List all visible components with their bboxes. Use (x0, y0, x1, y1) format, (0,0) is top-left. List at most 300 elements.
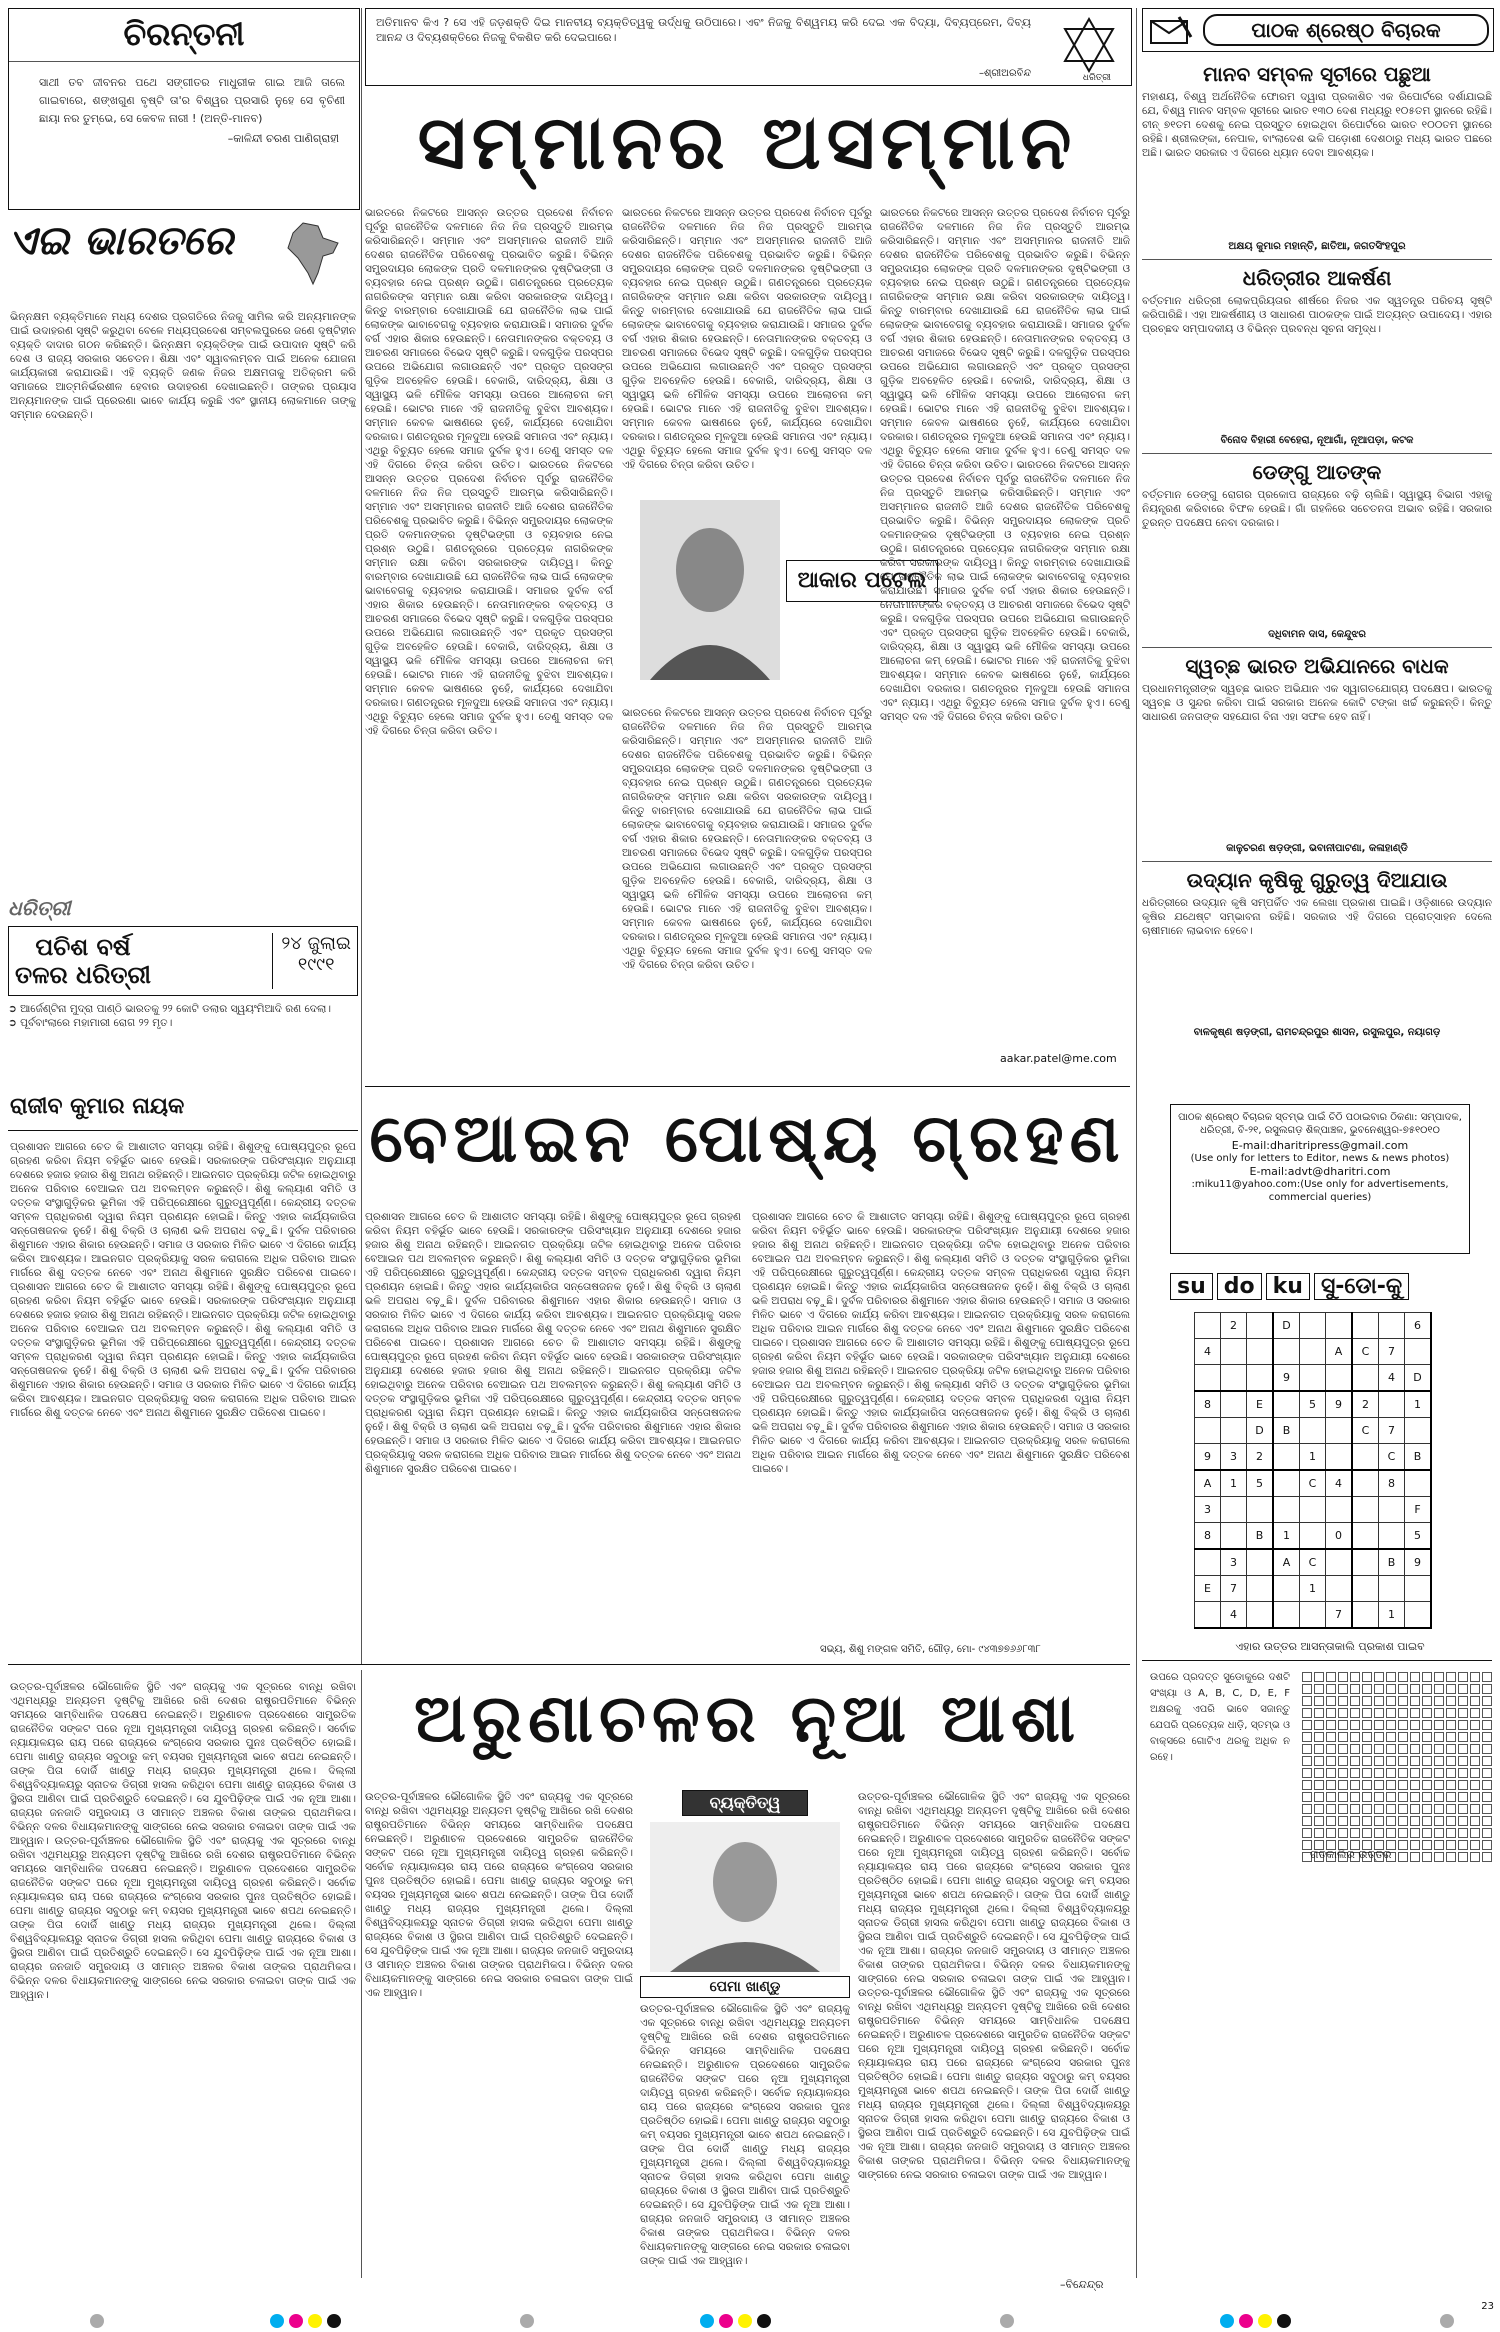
sudoku-cell (1352, 1365, 1379, 1392)
answer-cell (1314, 1756, 1324, 1766)
sudoku-cell: E (1195, 1576, 1221, 1602)
answer-cell (1482, 1852, 1492, 1862)
answer-cell (1458, 1816, 1468, 1826)
arunachal-col2b: ଉତ୍ତର-ପୂର୍ବାଞ୍ଚଳର ଭୌଗୋଳିକ ସ୍ଥିତି ଏବଂ ରାଜ୍ୟକୁ ଏକ ସୂତ୍ରରେ ବାନ୍ଧି ରଖିବା ଏଥିମଧ୍ୟରୁ ଅନ୍ୟତମ ଦୃଷ୍ଟିକୁ ଆଖିରେ ରଖି ଦେଶର ରାଷ୍ଟ୍ରପତିମାନେ ବିଭିନ୍ନ ସମୟରେ ସାମ୍ବିଧାନିକ ପଦକ୍ଷେପ ନେଇଛନ୍ତି। ଅରୁଣାଚଳ ପ୍ରଦେଶରେ ସାମ୍ପ୍ରତିକ ରାଜନୈତିକ ସଙ୍କଟ ପରେ ନୂଆ ମୁଖ୍ୟମନ୍ତ୍ରୀ ଦାୟିତ୍ୱ ଗ୍ରହଣ କରିଛନ୍ତି। ସର୍ବୋଚ୍ଚ ନ୍ୟାୟାଳୟର ରାୟ ପରେ ରାଜ୍ୟରେ କଂଗ୍ରେସ ସରକାର ପୁନଃ ପ୍ରତିଷ୍ଠିତ ହୋଇଛି। ପେମା ଖାଣ୍ଡୁ ରାଜ୍ୟର ସବୁଠାରୁ କମ୍ ବୟସର ମୁଖ୍ୟମନ୍ତ୍ରୀ ଭାବେ ଶପଥ ନେଇଛନ୍ତି। ତାଙ୍କ ପିତା ଦୋର୍ଜି ଖାଣ୍ଡୁ ମଧ୍ୟ ରାଜ୍ୟର ମୁଖ୍ୟମନ୍ତ୍ରୀ ଥିଲେ। ଦିଲ୍ଲୀ ବିଶ୍ୱବିଦ୍ୟାଳୟରୁ ସ୍ନାତକ ଡିଗ୍ରୀ ହାସଲ କରିଥିବା ପେମା ଖାଣ୍ଡୁ ରାଜ୍ୟରେ ବିକାଶ ଓ ସ୍ଥିରତା ଆଣିବା ପାଇଁ ପ୍ରତିଶ୍ରୁତି ଦେଇଛନ୍ତି। ସେ ଯୁବପିଢ଼ିଙ୍କ ପାଇଁ ଏକ ନୂଆ ଆଶା। ରାଜ୍ୟର ଜନଜାତି ସମ୍ପ୍ରଦାୟ ଓ ସୀମାନ୍ତ ଅଞ୍ଚଳର ବିକାଶ ତାଙ୍କର ପ୍ରାଥମିକତା। ବିଭିନ୍ନ ଦଳର ବିଧାୟକମାନଙ୍କୁ ସାଙ୍ଗରେ ନେଇ ସରକାର ଚଳାଇବା ତାଙ୍କ ପାଇଁ ଏକ ଆହ୍ୱାନ। (640, 2003, 850, 2267)
ei-bharatare-title: ଏଇ ଭାରତରେ (8, 218, 234, 264)
sudoku-title-su: su (1170, 1273, 1213, 1300)
answer-cell (1410, 1852, 1420, 1862)
answer-cell (1470, 1804, 1480, 1814)
sudoku-cell: 1 (1273, 1523, 1300, 1550)
answer-cell (1470, 1852, 1480, 1862)
answer-cell (1338, 1804, 1348, 1814)
sudoku-cell (1405, 1576, 1432, 1602)
answer-cell (1434, 1732, 1444, 1742)
answer-cell (1422, 1828, 1432, 1838)
sudoku-cell (1247, 1365, 1274, 1392)
letter-title-4: ସ୍ୱଚ୍ଛ ଭାରତ ଅଭିଯାନରେ ବାଧକ (1185, 654, 1449, 678)
answer-cell (1398, 1720, 1408, 1730)
answer-cell (1386, 1720, 1396, 1730)
sudoku-cell: D (1273, 1313, 1300, 1339)
sudoku-cell: 1 (1221, 1470, 1247, 1497)
answer-cell (1374, 1804, 1384, 1814)
sudoku-footer: ଏହାର ଉତ୍ତର ଆସନ୍ତାକାଲି ପ୍ରକାଶ ପାଇବ (1235, 1640, 1425, 1653)
answer-cell (1470, 1708, 1480, 1718)
reader-header (1142, 8, 1494, 52)
answer-cell (1434, 1696, 1444, 1706)
answer-cell (1314, 1792, 1324, 1802)
answer-cell (1374, 1720, 1384, 1730)
sudoku-cell (1195, 1313, 1221, 1339)
sudoku-cell (1300, 1418, 1326, 1444)
letter-body-4: ପ୍ରଧାନମନ୍ତ୍ରୀଙ୍କ ସ୍ୱଚ୍ଛ ଭାରତ ଅଭିଯାନ ଏକ ସ୍ୱାଗତଯୋଗ୍ୟ ପଦକ୍ଷେପ। ଭାରତକୁ ସ୍ୱଚ୍ଛ ଓ ସୁନ୍ଦର କରିବା ପାଇଁ ସରକାର ଅନେକ କୋଟି ଟଙ୍କା ଖର୍ଚ୍ଚ କରୁଛନ୍ତି। କିନ୍ତୁ ସାଧାରଣ ଜନତାଙ୍କ ସହଯୋଗ ବିନା ଏହା ସଫଳ ହେବ ନାହିଁ। (1142, 683, 1492, 723)
answer-cell (1314, 1672, 1324, 1682)
answer-cell (1362, 1744, 1372, 1754)
answer-cell (1338, 1756, 1348, 1766)
author-label: ଆକାର ପଟେଲ (786, 560, 938, 602)
answer-cell (1482, 1816, 1492, 1826)
sudoku-cell: 7 (1221, 1576, 1247, 1602)
answer-cell (1398, 1744, 1408, 1754)
answer-cell (1470, 1744, 1480, 1754)
answer-cell (1446, 1780, 1456, 1790)
answer-cell (1338, 1696, 1348, 1706)
sudoku-cell: 1 (1405, 1391, 1432, 1418)
sudoku-cell: C (1352, 1339, 1379, 1365)
contact-box (1170, 1104, 1470, 1254)
sudoku-rules: ଉପରେ ପ୍ରଦତ୍ତ ସୁଡୋକୁରେ ଦଶଟି ସଂଖ୍ୟା ଓ A, B, C, D, E, F ଅକ୍ଷରକୁ ଏପରି ଭାବେ ସଜାନ୍ତୁ ଯେପରି ପ୍ରତ୍ୟେକ ଧାଡ଼ି, ସ୍ତମ୍ଭ ଓ ବାକ୍ସରେ ଗୋଟିଏ ଥରକୁ ଅଧିକ ନ ରହେ। (1150, 1672, 1290, 1763)
sudoku-cell (1195, 1602, 1221, 1629)
sudoku-cell: 1 (1300, 1576, 1326, 1602)
sudoku-cell (1352, 1549, 1379, 1576)
answer-cell (1374, 1708, 1384, 1718)
sudoku-cell (1247, 1549, 1274, 1576)
answer-cell (1338, 1780, 1348, 1790)
main-article-col1: ଭାରତରେ ନିକଟରେ ଆସନ୍ନ ଉତ୍ତର ପ୍ରଦେଶ ନିର୍ବାଚନ ପୂର୍ବରୁ ରାଜନୈତିକ ଦଳମାନେ ନିଜ ନିଜ ପ୍ରସ୍ତୁତି ଆରମ୍ଭ କରିସାରିଛନ୍ତି। ସମ୍ମାନ ଏବଂ ଅସମ୍ମାନର ରାଜନୀତି ଆଜି ଦେଶର ରାଜନୈତିକ ପରିବେଶକୁ ପ୍ରଭାବିତ କରୁଛି। ବିଭିନ୍ନ ସମ୍ପ୍ରଦାୟର ଲୋକଙ୍କ ପ୍ରତି ଦଳମାନଙ୍କର ଦୃଷ୍ଟିଭଙ୍ଗୀ ଓ ବ୍ୟବହାର ନେଇ ପ୍ରଶ୍ନ ଉଠୁଛି। ଗଣତନ୍ତ୍ରରେ ପ୍ରତ୍ୟେକ ନାଗରିକଙ୍କ ସମ୍ମାନ ରକ୍ଷା କରିବା ସରକାରଙ୍କ ଦାୟିତ୍ୱ। କିନ୍ତୁ ବାରମ୍ବାର ଦେଖାଯାଉଛି ଯେ ରାଜନୈତିକ ଲାଭ ପାଇଁ ଲୋକଙ୍କ ଭାବାବେଗକୁ ବ୍ୟବହାର କରାଯାଉଛି। ସମାଜର ଦୁର୍ବଳ ବର୍ଗ ଏହାର ଶିକାର ହେଉଛନ୍ତି। ନେତାମାନଙ୍କର ବକ୍ତବ୍ୟ ଓ ଆଚରଣ ସମାଜରେ ବିଭେଦ ସୃଷ୍ଟି କରୁଛି। ଦଳଗୁଡ଼ିକ ପରସ୍ପର ଉପରେ ଅଭିଯୋଗ ଲଗାଉଛନ୍ତି ଏବଂ ପ୍ରକୃତ ପ୍ରସଙ୍ଗ ଗୁଡ଼ିକ ଅବହେଳିତ ହେଉଛି। ବେକାରି, ଦାରିଦ୍ର୍ୟ, ଶିକ୍ଷା ଓ ସ୍ୱାସ୍ଥ୍ୟ ଭଳି ମୌଳିକ ସମସ୍ୟା ଉପରେ ଆଲୋଚନା କମ୍ ହେଉଛି। ଭୋଟର ମାନେ ଏହି ରାଜନୀତିକୁ ବୁଝିବା ଆବଶ୍ୟକ। ସମ୍ମାନ କେବଳ ଭାଷଣରେ ନୁହେଁ, କାର୍ଯ୍ୟରେ ଦେଖାଯିବା ଦରକାର। ଗଣତନ୍ତ୍ରର ମୂଳଦୁଆ ହେଉଛି ସମାନତା ଏବଂ ନ୍ୟାୟ। ଏଥିରୁ ବିଚ୍ୟୁତ ହେଲେ ସମାଜ ଦୁର୍ବଳ ହୁଏ। ତେଣୁ ସମସ୍ତ ଦଳ ଏହି ଦିଗରେ ଚିନ୍ତା କରିବା ଉଚିତ। ଭାରତରେ ନିକଟରେ ଆସନ୍ନ ଉତ୍ତର ପ୍ରଦେଶ ନିର୍ବାଚନ ପୂର୍ବରୁ ରାଜନୈତିକ ଦଳମାନେ ନିଜ ନିଜ ପ୍ରସ୍ତୁତି ଆରମ୍ଭ କରିସାରିଛନ୍ତି। ସମ୍ମାନ ଏବଂ ଅସମ୍ମାନର ରାଜନୀତି ଆଜି ଦେଶର ରାଜନୈତିକ ପରିବେଶକୁ ପ୍ରଭାବିତ କରୁଛି। ବିଭିନ୍ନ ସମ୍ପ୍ରଦାୟର ଲୋକଙ୍କ ପ୍ରତି ଦଳମାନଙ୍କର ଦୃଷ୍ଟିଭଙ୍ଗୀ ଓ ବ୍ୟବହାର ନେଇ ପ୍ରଶ୍ନ ଉଠୁଛି। ଗଣତନ୍ତ୍ରରେ ପ୍ରତ୍ୟେକ ନାଗରିକଙ୍କ ସମ୍ମାନ ରକ୍ଷା କରିବା ସରକାରଙ୍କ ଦାୟିତ୍ୱ। କିନ୍ତୁ ବାରମ୍ବାର ଦେଖାଯାଉଛି ଯେ ରାଜନୈତିକ ଲାଭ ପାଇଁ ଲୋକଙ୍କ ଭାବାବେଗକୁ ବ୍ୟବହାର କରାଯାଉଛି। ସମାଜର ଦୁର୍ବଳ ବର୍ଗ ଏହାର ଶିକାର ହେଉଛନ୍ତି। ନେତାମାନଙ୍କର ବକ୍ତବ୍ୟ ଓ ଆଚରଣ ସମାଜରେ ବିଭେଦ ସୃଷ୍ଟି କରୁଛି। ଦଳଗୁଡ଼ିକ ପରସ୍ପର ଉପରେ ଅଭିଯୋଗ ଲଗାଉଛନ୍ତି ଏବଂ ପ୍ରକୃତ ପ୍ରସଙ୍ଗ ଗୁଡ଼ିକ ଅବହେଳିତ ହେଉଛି। ବେକାରି, ଦାରିଦ୍ର୍ୟ, ଶିକ୍ଷା ଓ ସ୍ୱାସ୍ଥ୍ୟ ଭଳି ମୌଳିକ ସମସ୍ୟା ଉପରେ ଆଲୋଚନା କମ୍ ହେଉଛି। ଭୋଟର ମାନେ ଏହି ରାଜନୀତିକୁ ବୁଝିବା ଆବଶ୍ୟକ। ସମ୍ମାନ କେବଳ ଭାଷଣରେ ନୁହେଁ, କାର୍ଯ୍ୟରେ ଦେଖାଯିବା ଦରକାର। ଗଣତନ୍ତ୍ରର ମୂଳଦୁଆ ହେଉଛି ସମାନତା ଏବଂ ନ୍ୟାୟ। ଏଥିରୁ ବିଚ୍ୟୁତ ହେଲେ ସମାଜ ଦୁର୍ବଳ ହୁଏ। ତେଣୁ ସମସ୍ତ ଦଳ ଏହି ଦିଗରେ ଚିନ୍ତା କରିବା ଉଚିତ। (365, 207, 613, 737)
answer-cell (1338, 1672, 1348, 1682)
answer-cell (1458, 1756, 1468, 1766)
sudoku-cell (1326, 1444, 1353, 1471)
answer-cell (1398, 1804, 1408, 1814)
sudoku-cell: B (1273, 1418, 1300, 1444)
sudoku-cell (1405, 1339, 1432, 1365)
answer-cell (1302, 1804, 1312, 1814)
sudoku-cell (1195, 1418, 1221, 1444)
sudoku-cell (1273, 1339, 1300, 1365)
answer-cell (1338, 1768, 1348, 1778)
answer-cell (1326, 1744, 1336, 1754)
answer-cell (1350, 1732, 1360, 1742)
answer-cell (1302, 1672, 1312, 1682)
answer-cell (1470, 1816, 1480, 1826)
registration-marks-1 (90, 2314, 104, 2328)
pachisa-date1: ୨୪ ଜୁଲାଇ (281, 933, 351, 954)
answer-cell (1398, 1696, 1408, 1706)
answer-cell (1338, 1732, 1348, 1742)
answer-cell (1434, 1684, 1444, 1694)
contact-email-3[interactable]: :miku11@yahoo.com:(Use only for advertisements, commercial queries) (1191, 1179, 1449, 1203)
sudoku-cell: C (1300, 1549, 1326, 1576)
sudoku-cell: 8 (1379, 1470, 1405, 1497)
letter-body-2: ବର୍ତ୍ତମାନ ଧରିତ୍ରୀ ଲୋକପ୍ରିୟତାର ଶୀର୍ଷରେ ନିଜର ଏକ ସ୍ୱତନ୍ତ୍ର ପରିଚୟ ସୃଷ୍ଟି କରିପାରିଛି। ଏହା ଆକର୍ଷଣୀୟ ଓ ସାଧାରଣ ପାଠକଙ୍କ ପାଇଁ ଅତ୍ୟନ୍ତ ଉପାଦେୟ। ଏହାର ପ୍ରଚ୍ଛଦ ସମ୍ପାଦକୀୟ ଓ ବିଭିନ୍ନ ପ୍ରବନ୍ଧ ସୂଚନା ସମୃଦ୍ଧ। (1142, 295, 1492, 335)
sudoku-cell: D (1247, 1418, 1274, 1444)
answer-cell (1422, 1696, 1432, 1706)
answer-cell (1446, 1672, 1456, 1682)
answer-cell (1398, 1684, 1408, 1694)
sudoku-title (1170, 1266, 1490, 1306)
answer-cell (1398, 1792, 1408, 1802)
answer-cell (1470, 1792, 1480, 1802)
sudoku-cell: 4 (1379, 1365, 1405, 1392)
answer-cell (1470, 1768, 1480, 1778)
answer-cell (1470, 1720, 1480, 1730)
pachisa-line2: ତଳର ଧରିତ୍ରୀ (15, 961, 151, 989)
answer-cell (1398, 1840, 1408, 1850)
sudoku-cell: 2 (1352, 1391, 1379, 1418)
adoption-col2: ପ୍ରଶାସନ ଆଗରେ ଚେତ କି ଆଶାତୀତ ସମସ୍ୟା ରହିଛି। ଶିଶୁଙ୍କୁ ପୋଷ୍ୟପୁତ୍ର ରୂପେ ଗ୍ରହଣ କରିବା ନିୟମ ବହିର୍ଭୂତ ଭାବେ ହେଉଛି। ସରକାରଙ୍କ ପରିସଂଖ୍ୟାନ ଅନୁଯାୟୀ ଦେଶରେ ହଜାର ହଜାର ଶିଶୁ ଅନାଥ ରହିଛନ୍ତି। ଆଇନଗତ ପ୍ରକ୍ରିୟା ଜଟିଳ ହୋଇଥିବାରୁ ଅନେକ ପରିବାର ବେଆଇନ ପଥ ଅବଲମ୍ବନ କରୁଛନ୍ତି। ଶିଶୁ କଲ୍ୟାଣ ସମିତି ଓ ଦତ୍ତକ ସଂସ୍ଥାଗୁଡ଼ିକର ଭୂମିକା ଏହି ପରିପ୍ରେକ୍ଷୀରେ ଗୁରୁତ୍ୱପୂର୍ଣ୍ଣ। କେନ୍ଦ୍ରୀୟ ଦତ୍ତକ ସମ୍ବଳ ପ୍ରାଧିକରଣ ଦ୍ୱାରା ନିୟମ ପ୍ରଣୟନ ହୋଇଛି। କିନ୍ତୁ ଏହାର କାର୍ଯ୍ୟକାରିତା ସନ୍ତୋଷଜନକ ନୁହେଁ। ଶିଶୁ ବିକ୍ରି ଓ ଚାଲାଣ ଭଳି ଅପରାଧ ବଢ଼ୁଛି। ଦୁର୍ବଳ ପରିବାରର ଶିଶୁମାନେ ଏହାର ଶିକାର ହେଉଛନ୍ତି। ସମାଜ ଓ ସରକାର ମିଳିତ ଭାବେ ଏ ଦିଗରେ କାର୍ଯ୍ୟ କରିବା ଆବଶ୍ୟକ। ଆଇନଗତ ପ୍ରକ୍ରିୟାକୁ ସରଳ କରାଗଲେ ଅଧିକ ପରିବାର ଆଇନ ମାର୍ଗରେ ଶିଶୁ ଦତ୍ତକ ନେବେ ଏବଂ ଅନାଥ ଶିଶୁମାନେ ସୁରକ୍ଷିତ ପରିବେଶ ପାଇବେ। ପ୍ରଶାସନ ଆଗରେ ଚେତ କି ଆଶାତୀତ ସମସ୍ୟା ରହିଛି। ଶିଶୁଙ୍କୁ ପୋଷ୍ୟପୁତ୍ର ରୂପେ ଗ୍ରହଣ କରିବା ନିୟମ ବହିର୍ଭୂତ ଭାବେ ହେଉଛି। ସରକାରଙ୍କ ପରିସଂଖ୍ୟାନ ଅନୁଯାୟୀ ଦେଶରେ ହଜାର ହଜାର ଶିଶୁ ଅନାଥ ରହିଛନ୍ତି। ଆଇନଗତ ପ୍ରକ୍ରିୟା ଜଟିଳ ହୋଇଥିବାରୁ ଅନେକ ପରିବାର ବେଆଇନ ପଥ ଅବଲମ୍ବନ କରୁଛନ୍ତି। ଶିଶୁ କଲ୍ୟାଣ ସମିତି ଓ ଦତ୍ତକ ସଂସ୍ଥାଗୁଡ଼ିକର ଭୂମିକା ଏହି ପରିପ୍ରେକ୍ଷୀରେ ଗୁରୁତ୍ୱପୂର୍ଣ୍ଣ। କେନ୍ଦ୍ରୀୟ ଦତ୍ତକ ସମ୍ବଳ ପ୍ରାଧିକରଣ ଦ୍ୱାରା ନିୟମ ପ୍ରଣୟନ ହୋଇଛି। କିନ୍ତୁ ଏହାର କାର୍ଯ୍ୟକାରିତା ସନ୍ତୋଷଜନକ ନୁହେଁ। ଶିଶୁ ବିକ୍ରି ଓ ଚାଲାଣ ଭଳି ଅପରାଧ ବଢ଼ୁଛି। ଦୁର୍ବଳ ପରିବାରର ଶିଶୁମାନେ ଏହାର ଶିକାର ହେଉଛନ୍ତି। ସମାଜ ଓ ସରକାର ମିଳିତ ଭାବେ ଏ ଦିଗରେ କାର୍ଯ୍ୟ କରିବା ଆବଶ୍ୟକ। ଆଇନଗତ ପ୍ରକ୍ରିୟାକୁ ସରଳ କରାଗଲେ ଅଧିକ ପରିବାର ଆଇନ ମାର୍ଗରେ ଶିଶୁ ଦତ୍ତକ ନେବେ ଏବଂ ଅନାଥ ଶିଶୁମାନେ ସୁରକ୍ଷିତ ପରିବେଶ ପାଇବେ। (365, 1211, 741, 1475)
contact-email-1[interactable]: E-mail:dharitripress@gmail.com (1231, 1139, 1409, 1152)
answer-cell (1470, 1840, 1480, 1850)
sudoku-cell: 3 (1221, 1549, 1247, 1576)
answer-cell (1482, 1780, 1492, 1790)
sudoku-cell (1300, 1313, 1326, 1339)
answer-cell (1434, 1720, 1444, 1730)
sudoku-cell (1379, 1523, 1405, 1550)
answer-cell (1434, 1744, 1444, 1754)
vyaktitva-block (640, 1790, 850, 2280)
reader-letters (1142, 58, 1492, 1098)
rajiv-author: ରାଜୀବ କୁମାର ନାୟକ (10, 1094, 185, 1119)
answer-cell (1350, 1792, 1360, 1802)
answer-cell (1422, 1840, 1432, 1850)
answer-cell (1458, 1708, 1468, 1718)
sudoku-cell (1352, 1497, 1379, 1523)
answer-cell (1470, 1672, 1480, 1682)
answer-cell (1410, 1840, 1420, 1850)
sudoku-cell (1247, 1497, 1274, 1523)
answer-cell (1302, 1708, 1312, 1718)
answer-cell (1434, 1708, 1444, 1718)
reader-header-title: ପାଠକ ଶ୍ରେଷ୍ଠ ବିଚାରକ (1203, 14, 1489, 46)
registration-marks-3 (520, 2314, 534, 2328)
answer-cell (1314, 1828, 1324, 1838)
sudoku-cell (1352, 1523, 1379, 1550)
letter-body-5: ଧରିତ୍ରୀରେ ଉଦ୍ୟାନ କୃଷି ସମ୍ପର୍କିତ ଏକ ଲେଖା ପ୍ରକାଶ ପାଇଛି। ଓଡ଼ିଶାରେ ଉଦ୍ୟାନ କୃଷିର ଯଥେଷ୍ଟ ସମ୍ଭାବନା ରହିଛି। ସରକାର ଏହି ଦିଗରେ ପ୍ରୋତ୍ସାହନ ଦେଲେ ଚାଷୀମାନେ ଲାଭବାନ ହେବେ। (1142, 897, 1492, 937)
sudoku-cell (1273, 1602, 1300, 1629)
sudoku-cell (1326, 1365, 1353, 1392)
sudoku-cell: 2 (1221, 1313, 1247, 1339)
answer-cell (1422, 1744, 1432, 1754)
answer-cell (1446, 1684, 1456, 1694)
sudoku-cell: 1 (1379, 1602, 1405, 1629)
answer-cell (1386, 1732, 1396, 1742)
answer-cell (1326, 1684, 1336, 1694)
sudoku-cell (1221, 1497, 1247, 1523)
answer-cell (1446, 1708, 1456, 1718)
answer-cell (1458, 1768, 1468, 1778)
sudoku-cell (1273, 1497, 1300, 1523)
answer-cell (1458, 1828, 1468, 1838)
answer-cell (1362, 1804, 1372, 1814)
answer-cell (1314, 1684, 1324, 1694)
answer-cell (1386, 1804, 1396, 1814)
answer-cell (1386, 1768, 1396, 1778)
answer-cell (1386, 1780, 1396, 1790)
answer-cell (1410, 1720, 1420, 1730)
answer-cell (1374, 1792, 1384, 1802)
answer-cell (1398, 1672, 1408, 1682)
answer-cell (1350, 1720, 1360, 1730)
answer-cell (1398, 1708, 1408, 1718)
sudoku-cell: A (1195, 1470, 1221, 1497)
answer-cell (1422, 1672, 1432, 1682)
answer-cell (1338, 1744, 1348, 1754)
answer-cell (1482, 1684, 1492, 1694)
registration-marks-6 (1220, 2314, 1291, 2328)
answer-cell (1314, 1816, 1324, 1826)
sudoku-cell (1326, 1497, 1353, 1523)
sudoku-cell: 7 (1379, 1418, 1405, 1444)
answer-cell (1446, 1744, 1456, 1754)
sudoku-cell: 4 (1221, 1602, 1247, 1629)
sudoku-cell: 9 (1405, 1549, 1432, 1576)
answer-cell (1482, 1792, 1492, 1802)
sudoku-cell (1300, 1497, 1326, 1523)
answer-cell (1326, 1780, 1336, 1790)
answer-cell (1446, 1852, 1456, 1862)
answer-cell (1374, 1816, 1384, 1826)
answer-cell (1470, 1696, 1480, 1706)
answer-cell (1434, 1816, 1444, 1826)
sudoku-cell (1379, 1576, 1405, 1602)
answer-cell (1482, 1672, 1492, 1682)
answer-cell (1434, 1840, 1444, 1850)
answer-cell (1446, 1756, 1456, 1766)
answer-cell (1482, 1768, 1492, 1778)
answer-cell (1482, 1696, 1492, 1706)
answer-cell (1326, 1720, 1336, 1730)
answer-cell (1362, 1756, 1372, 1766)
answer-cell (1338, 1792, 1348, 1802)
answer-cell (1326, 1768, 1336, 1778)
letter-title-5: ଉଦ୍ୟାନ କୃଷିକୁ ଗୁରୁତ୍ୱ ଦିଆଯାଉ (1186, 868, 1448, 892)
answer-cell (1434, 1756, 1444, 1766)
answer-cell (1386, 1672, 1396, 1682)
sudoku-cell: 5 (1247, 1470, 1274, 1497)
answer-cell (1410, 1780, 1420, 1790)
sudoku-cell: 8 (1195, 1391, 1221, 1418)
sudoku-grid (1194, 1312, 1432, 1629)
sudoku-cell (1326, 1549, 1353, 1576)
answer-cell (1458, 1852, 1468, 1862)
sudoku-cell (1352, 1313, 1379, 1339)
adoption-col1: ପ୍ରଶାସନ ଆଗରେ ଚେତ କି ଆଶାତୀତ ସମସ୍ୟା ରହିଛି। ଶିଶୁଙ୍କୁ ପୋଷ୍ୟପୁତ୍ର ରୂପେ ଗ୍ରହଣ କରିବା ନିୟମ ବହିର୍ଭୂତ ଭାବେ ହେଉଛି। ସରକାରଙ୍କ ପରିସଂଖ୍ୟାନ ଅନୁଯାୟୀ ଦେଶରେ ହଜାର ହଜାର ଶିଶୁ ଅନାଥ ରହିଛନ୍ତି। ଆଇନଗତ ପ୍ରକ୍ରିୟା ଜଟିଳ ହୋଇଥିବାରୁ ଅନେକ ପରିବାର ବେଆଇନ ପଥ ଅବଲମ୍ବନ କରୁଛନ୍ତି। ଶିଶୁ କଲ୍ୟାଣ ସମିତି ଓ ଦତ୍ତକ ସଂସ୍ଥାଗୁଡ଼ିକର ଭୂମିକା ଏହି ପରିପ୍ରେକ୍ଷୀରେ ଗୁରୁତ୍ୱପୂର୍ଣ୍ଣ। କେନ୍ଦ୍ରୀୟ ଦତ୍ତକ ସମ୍ବଳ ପ୍ରାଧିକରଣ ଦ୍ୱାରା ନିୟମ ପ୍ରଣୟନ ହୋଇଛି। କିନ୍ତୁ ଏହାର କାର୍ଯ୍ୟକାରିତା ସନ୍ତୋଷଜନକ ନୁହେଁ। ଶିଶୁ ବିକ୍ରି ଓ ଚାଲାଣ ଭଳି ଅପରାଧ ବଢ଼ୁଛି। ଦୁର୍ବଳ ପରିବାରର ଶିଶୁମାନେ ଏହାର ଶିକାର ହେଉଛନ୍ତି। ସମାଜ ଓ ସରକାର ମିଳିତ ଭାବେ ଏ ଦିଗରେ କାର୍ଯ୍ୟ କରିବା ଆବଶ୍ୟକ। ଆଇନଗତ ପ୍ରକ୍ରିୟାକୁ ସରଳ କରାଗଲେ ଅଧିକ ପରିବାର ଆଇନ ମାର୍ଗରେ ଶିଶୁ ଦତ୍ତକ ନେବେ ଏବଂ ଅନାଥ ଶିଶୁମାନେ ସୁରକ୍ଷିତ ପରିବେଶ ପାଇବେ। ପ୍ରଶାସନ ଆଗରେ ଚେତ କି ଆଶାତୀତ ସମସ୍ୟା ରହିଛି। ଶିଶୁଙ୍କୁ ପୋଷ୍ୟପୁତ୍ର ରୂପେ ଗ୍ରହଣ କରିବା ନିୟମ ବହିର୍ଭୂତ ଭାବେ ହେଉଛି। ସରକାରଙ୍କ ପରିସଂଖ୍ୟାନ ଅନୁଯାୟୀ ଦେଶରେ ହଜାର ହଜାର ଶିଶୁ ଅନାଥ ରହିଛନ୍ତି। ଆଇନଗତ ପ୍ରକ୍ରିୟା ଜଟିଳ ହୋଇଥିବାରୁ ଅନେକ ପରିବାର ବେଆଇନ ପଥ ଅବଲମ୍ବନ କରୁଛନ୍ତି। ଶିଶୁ କଲ୍ୟାଣ ସମିତି ଓ ଦତ୍ତକ ସଂସ୍ଥାଗୁଡ଼ିକର ଭୂମିକା ଏହି ପରିପ୍ରେକ୍ଷୀରେ ଗୁରୁତ୍ୱପୂର୍ଣ୍ଣ। କେନ୍ଦ୍ରୀୟ ଦତ୍ତକ ସମ୍ବଳ ପ୍ରାଧିକରଣ ଦ୍ୱାରା ନିୟମ ପ୍ରଣୟନ ହୋଇଛି। କିନ୍ତୁ ଏହାର କାର୍ଯ୍ୟକାରିତା ସନ୍ତୋଷଜନକ ନୁହେଁ। ଶିଶୁ ବିକ୍ରି ଓ ଚାଲାଣ ଭଳି ଅପରାଧ ବଢ଼ୁଛି। ଦୁର୍ବଳ ପରିବାରର ଶିଶୁମାନେ ଏହାର ଶିକାର ହେଉଛନ୍ତି। ସମାଜ ଓ ସରକାର ମିଳିତ ଭାବେ ଏ ଦିଗରେ କାର୍ଯ୍ୟ କରିବା ଆବଶ୍ୟକ। ଆଇନଗତ ପ୍ରକ୍ରିୟାକୁ ସରଳ କରାଗଲେ ଅଧିକ ପରିବାର ଆଇନ ମାର୍ଗରେ ଶିଶୁ ଦତ୍ତକ ନେବେ ଏବଂ ଅନାଥ ଶିଶୁମାନେ ସୁରକ୍ଷିତ ପରିବେଶ ପାଇବେ। (10, 1141, 356, 1419)
arunachal-col1: ଉତ୍ତର-ପୂର୍ବାଞ୍ଚଳର ଭୌଗୋଳିକ ସ୍ଥିତି ଏବଂ ରାଜ୍ୟକୁ ଏକ ସୂତ୍ରରେ ବାନ୍ଧି ରଖିବା ଏଥିମଧ୍ୟରୁ ଅନ୍ୟତମ ଦୃଷ୍ଟିକୁ ଆଖିରେ ରଖି ଦେଶର ରାଷ୍ଟ୍ରପତିମାନେ ବିଭିନ୍ନ ସମୟରେ ସାମ୍ବିଧାନିକ ପଦକ୍ଷେପ ନେଇଛନ୍ତି। ଅରୁଣାଚଳ ପ୍ରଦେଶରେ ସାମ୍ପ୍ରତିକ ରାଜନୈତିକ ସଙ୍କଟ ପରେ ନୂଆ ମୁଖ୍ୟମନ୍ତ୍ରୀ ଦାୟିତ୍ୱ ଗ୍ରହଣ କରିଛନ୍ତି। ସର୍ବୋଚ୍ଚ ନ୍ୟାୟାଳୟର ରାୟ ପରେ ରାଜ୍ୟରେ କଂଗ୍ରେସ ସରକାର ପୁନଃ ପ୍ରତିଷ୍ଠିତ ହୋଇଛି। ପେମା ଖାଣ୍ଡୁ ରାଜ୍ୟର ସବୁଠାରୁ କମ୍ ବୟସର ମୁଖ୍ୟମନ୍ତ୍ରୀ ଭାବେ ଶପଥ ନେଇଛନ୍ତି। ତାଙ୍କ ପିତା ଦୋର୍ଜି ଖାଣ୍ଡୁ ମଧ୍ୟ ରାଜ୍ୟର ମୁଖ୍ୟମନ୍ତ୍ରୀ ଥିଲେ। ଦିଲ୍ଲୀ ବିଶ୍ୱବିଦ୍ୟାଳୟରୁ ସ୍ନାତକ ଡିଗ୍ରୀ ହାସଲ କରିଥିବା ପେମା ଖାଣ୍ଡୁ ରାଜ୍ୟରେ ବିକାଶ ଓ ସ୍ଥିରତା ଆଣିବା ପାଇଁ ପ୍ରତିଶ୍ରୁତି ଦେଇଛନ୍ତି। ସେ ଯୁବପିଢ଼ିଙ୍କ ପାଇଁ ଏକ ନୂଆ ଆଶା। ରାଜ୍ୟର ଜନଜାତି ସମ୍ପ୍ରଦାୟ ଓ ସୀମାନ୍ତ ଅଞ୍ଚଳର ବିକାଶ ତାଙ୍କର ପ୍ରାଥମିକତା। ବିଭିନ୍ନ ଦଳର ବିଧାୟକମାନଙ୍କୁ ସାଙ୍ଗରେ ନେଇ ସରକାର ଚଳାଇବା ତାଙ୍କ ପାଇଁ ଏକ ଆହ୍ୱାନ। ଉତ୍ତର-ପୂର୍ବାଞ୍ଚଳର ଭୌଗୋଳିକ ସ୍ଥିତି ଏବଂ ରାଜ୍ୟକୁ ଏକ ସୂତ୍ରରେ ବାନ୍ଧି ରଖିବା ଏଥିମଧ୍ୟରୁ ଅନ୍ୟତମ ଦୃଷ୍ଟିକୁ ଆଖିରେ ରଖି ଦେଶର ରାଷ୍ଟ୍ରପତିମାନେ ବିଭିନ୍ନ ସମୟରେ ସାମ୍ବିଧାନିକ ପଦକ୍ଷେପ ନେଇଛନ୍ତି। ଅରୁଣାଚଳ ପ୍ରଦେଶରେ ସାମ୍ପ୍ରତିକ ରାଜନୈତିକ ସଙ୍କଟ ପରେ ନୂଆ ମୁଖ୍ୟମନ୍ତ୍ରୀ ଦାୟିତ୍ୱ ଗ୍ରହଣ କରିଛନ୍ତି। ସର୍ବୋଚ୍ଚ ନ୍ୟାୟାଳୟର ରାୟ ପରେ ରାଜ୍ୟରେ କଂଗ୍ରେସ ସରକାର ପୁନଃ ପ୍ରତିଷ୍ଠିତ ହୋଇଛି। ପେମା ଖାଣ୍ଡୁ ରାଜ୍ୟର ସବୁଠାରୁ କମ୍ ବୟସର ମୁଖ୍ୟମନ୍ତ୍ରୀ ଭାବେ ଶପଥ ନେଇଛନ୍ତି। ତାଙ୍କ ପିତା ଦୋର୍ଜି ଖାଣ୍ଡୁ ମଧ୍ୟ ରାଜ୍ୟର ମୁଖ୍ୟମନ୍ତ୍ରୀ ଥିଲେ। ଦିଲ୍ଲୀ ବିଶ୍ୱବିଦ୍ୟାଳୟରୁ ସ୍ନାତକ ଡିଗ୍ରୀ ହାସଲ କରିଥିବା ପେମା ଖାଣ୍ଡୁ ରାଜ୍ୟରେ ବିକାଶ ଓ ସ୍ଥିରତା ଆଣିବା ପାଇଁ ପ୍ରତିଶ୍ରୁତି ଦେଇଛନ୍ତି। ସେ ଯୁବପିଢ଼ିଙ୍କ ପାଇଁ ଏକ ନୂଆ ଆଶା। ରାଜ୍ୟର ଜନଜାତି ସମ୍ପ୍ରଦାୟ ଓ ସୀମାନ୍ତ ଅଞ୍ଚଳର ବିକାଶ ତାଙ୍କର ପ୍ରାଥମିକତା। ବିଭିନ୍ନ ଦଳର ବିଧାୟକମାନଙ୍କୁ ସାଙ୍ଗରେ ନେଇ ସରକାର ଚଳାଇବା ତାଙ୍କ ପାଇଁ ଏକ ଆହ୍ୱାନ। (10, 1681, 356, 2001)
answer-cell (1422, 1804, 1432, 1814)
answer-cell (1302, 1816, 1312, 1826)
answer-cell (1410, 1828, 1420, 1838)
sudoku-cell (1221, 1365, 1247, 1392)
answer-cell (1362, 1672, 1372, 1682)
sudoku-cell (1405, 1470, 1432, 1497)
answer-cell (1314, 1744, 1324, 1754)
sudoku-cell (1273, 1470, 1300, 1497)
answer-cell (1398, 1828, 1408, 1838)
sudoku-cell: B (1379, 1549, 1405, 1576)
answer-cell (1422, 1708, 1432, 1718)
answer-cell (1398, 1732, 1408, 1742)
answer-cell (1470, 1732, 1480, 1742)
sudoku-cell (1405, 1602, 1432, 1629)
author-photo (640, 500, 780, 680)
answer-cell (1410, 1804, 1420, 1814)
registration-marks-5 (1000, 2314, 1014, 2328)
answer-cell (1374, 1732, 1384, 1742)
answer-cell (1398, 1756, 1408, 1766)
letter-title-2: ଧରିତ୍ରୀର ଆକର୍ଷଣ (1242, 266, 1392, 290)
answer-cell (1326, 1756, 1336, 1766)
answer-cell (1374, 1672, 1384, 1682)
sudoku-cell (1352, 1602, 1379, 1629)
answer-cell (1326, 1672, 1336, 1682)
sudoku-cell (1221, 1391, 1247, 1418)
letter-sign-1: ଅକ୍ଷୟ କୁମାର ମହାନ୍ତି, ଛାତିଆ, ଜଗତସିଂହପୁର (1228, 241, 1406, 252)
answer-cell (1422, 1756, 1432, 1766)
answer-cell (1350, 1696, 1360, 1706)
answer-cell (1350, 1672, 1360, 1682)
sudoku-title-odia: ସୁ-ଡୋ-କୁ (1314, 1273, 1409, 1300)
letter-body-3: ବର୍ତ୍ତମାନ ଡେଙ୍ଗୁ ରୋଗର ପ୍ରକୋପ ରାଜ୍ୟରେ ବଢ଼ି ଚାଲିଛି। ସ୍ୱାସ୍ଥ୍ୟ ବିଭାଗ ଏହାକୁ ନିୟନ୍ତ୍ରଣ କରିବାରେ ବିଫଳ ହେଉଛି। ଗାଁ ଗହଳିରେ ସଚେତନତା ଅଭାବ ରହିଛି। ସରକାର ତୁରନ୍ତ ପଦକ୍ଷେପ ନେବା ଦରକାର। (1142, 489, 1492, 529)
answer-cell (1362, 1732, 1372, 1742)
chirantani-title: ଚିରନ୍ତନୀ (123, 15, 245, 53)
answer-cell (1326, 1696, 1336, 1706)
answer-cell (1350, 1708, 1360, 1718)
answer-cell (1482, 1756, 1492, 1766)
answer-cell (1350, 1804, 1360, 1814)
answer-cell (1326, 1828, 1336, 1838)
answer-cell (1410, 1744, 1420, 1754)
sudoku-cell (1247, 1313, 1274, 1339)
answer-cell (1302, 1732, 1312, 1742)
answer-cell (1326, 1804, 1336, 1814)
answer-cell (1458, 1780, 1468, 1790)
contact-intro: ପାଠକ ଶ୍ରେଷ୍ଠ ବିଚାରକ ସ୍ତମ୍ଭ ପାଇଁ ଚିଠି ପଠାଇବାର ଠିକଣା: ସମ୍ପାଦକ, ଧରିତ୍ରୀ, ବି-୨୧, ରସୁଲଗଡ଼ ଶିଳ୍ପାଞ୍ଚଳ, ଭୁବନେଶ୍ୱର-୭୫୧୦୧୦ (1178, 1112, 1462, 1136)
sudoku-title-do: do (1217, 1273, 1262, 1300)
sudoku-cell: F (1405, 1497, 1432, 1523)
answer-cell (1398, 1816, 1408, 1826)
sudoku-cell (1352, 1444, 1379, 1471)
answer-cell (1422, 1720, 1432, 1730)
answer-cell (1350, 1756, 1360, 1766)
sudoku-cell (1247, 1339, 1274, 1365)
answer-cell (1482, 1708, 1492, 1718)
answer-cell (1338, 1828, 1348, 1838)
answer-cell (1434, 1804, 1444, 1814)
answer-cell (1434, 1828, 1444, 1838)
letter-sign-4: କାଳୁଚରଣ ଷଡ଼ଙ୍ଗୀ, ଭବାନୀପାଟଣା, କଳାହାଣ୍ଡି (1226, 843, 1408, 854)
arunachal-signature: –ବିନ୍ଦେନ୍ଦ୍ର (1060, 2278, 1104, 2291)
sudoku-cell: 6 (1405, 1313, 1432, 1339)
answer-cell (1458, 1840, 1468, 1850)
answer-cell (1374, 1756, 1384, 1766)
answer-cell (1326, 1792, 1336, 1802)
answer-cell (1302, 1684, 1312, 1694)
letter-sign-3: ଦଧିବାମନ ଦାସ, କେନ୍ଦୁଝର (1268, 629, 1366, 640)
answer-cell (1362, 1708, 1372, 1718)
answer-cell (1458, 1732, 1468, 1742)
answer-cell (1350, 1816, 1360, 1826)
answer-cell (1374, 1768, 1384, 1778)
answer-cell (1458, 1720, 1468, 1730)
contact-email-2[interactable]: E-mail:advt@dharitri.com (1249, 1165, 1391, 1178)
answer-cell (1314, 1768, 1324, 1778)
answer-cell (1422, 1792, 1432, 1802)
sudoku-cell (1379, 1391, 1405, 1418)
envelope-icon (1149, 15, 1193, 45)
answer-cell (1338, 1816, 1348, 1826)
answer-cell (1434, 1780, 1444, 1790)
sudoku-cell: 5 (1300, 1391, 1326, 1418)
answer-cell (1302, 1828, 1312, 1838)
author-email[interactable]: aakar.patel@me.com (1000, 1052, 1117, 1065)
answer-cell (1446, 1720, 1456, 1730)
answer-cell (1326, 1816, 1336, 1826)
answer-cell (1470, 1684, 1480, 1694)
answer-cell (1362, 1792, 1372, 1802)
answer-cell (1314, 1780, 1324, 1790)
letter-sign-5: ବାଳକୃଷ୍ଣ ଷଡ଼ଙ୍ଗୀ, ରାମଚନ୍ଦ୍ରପୁର ଶାସନ, ରସୁଲପୁର, ନୟାଗଡ଼ (1193, 1027, 1441, 1038)
letter-title-3: ଡେଙ୍ଗୁ ଆତଙ୍କ (1252, 460, 1382, 484)
answer-cell (1302, 1780, 1312, 1790)
answer-cell (1410, 1816, 1420, 1826)
answer-cell (1350, 1744, 1360, 1754)
answer-cell (1446, 1768, 1456, 1778)
answer-cell (1482, 1720, 1492, 1730)
answer-cell (1446, 1804, 1456, 1814)
sudoku-cell: A (1326, 1339, 1353, 1365)
adoption-col3: ପ୍ରଶାସନ ଆଗରେ ଚେତ କି ଆଶାତୀତ ସମସ୍ୟା ରହିଛି। ଶିଶୁଙ୍କୁ ପୋଷ୍ୟପୁତ୍ର ରୂପେ ଗ୍ରହଣ କରିବା ନିୟମ ବହିର୍ଭୂତ ଭାବେ ହେଉଛି। ସରକାରଙ୍କ ପରିସଂଖ୍ୟାନ ଅନୁଯାୟୀ ଦେଶରେ ହଜାର ହଜାର ଶିଶୁ ଅନାଥ ରହିଛନ୍ତି। ଆଇନଗତ ପ୍ରକ୍ରିୟା ଜଟିଳ ହୋଇଥିବାରୁ ଅନେକ ପରିବାର ବେଆଇନ ପଥ ଅବଲମ୍ବନ କରୁଛନ୍ତି। ଶିଶୁ କଲ୍ୟାଣ ସମିତି ଓ ଦତ୍ତକ ସଂସ୍ଥାଗୁଡ଼ିକର ଭୂମିକା ଏହି ପରିପ୍ରେକ୍ଷୀରେ ଗୁରୁତ୍ୱପୂର୍ଣ୍ଣ। କେନ୍ଦ୍ରୀୟ ଦତ୍ତକ ସମ୍ବଳ ପ୍ରାଧିକରଣ ଦ୍ୱାରା ନିୟମ ପ୍ରଣୟନ ହୋଇଛି। କିନ୍ତୁ ଏହାର କାର୍ଯ୍ୟକାରିତା ସନ୍ତୋଷଜନକ ନୁହେଁ। ଶିଶୁ ବିକ୍ରି ଓ ଚାଲାଣ ଭଳି ଅପରାଧ ବଢ଼ୁଛି। ଦୁର୍ବଳ ପରିବାରର ଶିଶୁମାନେ ଏହାର ଶିକାର ହେଉଛନ୍ତି। ସମାଜ ଓ ସରକାର ମିଳିତ ଭାବେ ଏ ଦିଗରେ କାର୍ଯ୍ୟ କରିବା ଆବଶ୍ୟକ। ଆଇନଗତ ପ୍ରକ୍ରିୟାକୁ ସରଳ କରାଗଲେ ଅଧିକ ପରିବାର ଆଇନ ମାର୍ଗରେ ଶିଶୁ ଦତ୍ତକ ନେବେ ଏବଂ ଅନାଥ ଶିଶୁମାନେ ସୁରକ୍ଷିତ ପରିବେଶ ପାଇବେ। ପ୍ରଶାସନ ଆଗରେ ଚେତ କି ଆଶାତୀତ ସମସ୍ୟା ରହିଛି। ଶିଶୁଙ୍କୁ ପୋଷ୍ୟପୁତ୍ର ରୂପେ ଗ୍ରହଣ କରିବା ନିୟମ ବହିର୍ଭୂତ ଭାବେ ହେଉଛି। ସରକାରଙ୍କ ପରିସଂଖ୍ୟାନ ଅନୁଯାୟୀ ଦେଶରେ ହଜାର ହଜାର ଶିଶୁ ଅନାଥ ରହିଛନ୍ତି। ଆଇନଗତ ପ୍ରକ୍ରିୟା ଜଟିଳ ହୋଇଥିବାରୁ ଅନେକ ପରିବାର ବେଆଇନ ପଥ ଅବଲମ୍ବନ କରୁଛନ୍ତି। ଶିଶୁ କଲ୍ୟାଣ ସମିତି ଓ ଦତ୍ତକ ସଂସ୍ଥାଗୁଡ଼ିକର ଭୂମିକା ଏହି ପରିପ୍ରେକ୍ଷୀରେ ଗୁରୁତ୍ୱପୂର୍ଣ୍ଣ। କେନ୍ଦ୍ରୀୟ ଦତ୍ତକ ସମ୍ବଳ ପ୍ରାଧିକରଣ ଦ୍ୱାରା ନିୟମ ପ୍ରଣୟନ ହୋଇଛି। କିନ୍ତୁ ଏହାର କାର୍ଯ୍ୟକାରିତା ସନ୍ତୋଷଜନକ ନୁହେଁ। ଶିଶୁ ବିକ୍ରି ଓ ଚାଲାଣ ଭଳି ଅପରାଧ ବଢ଼ୁଛି। ଦୁର୍ବଳ ପରିବାରର ଶିଶୁମାନେ ଏହାର ଶିକାର ହେଉଛନ୍ତି। ସମାଜ ଓ ସରକାର ମିଳିତ ଭାବେ ଏ ଦିଗରେ କାର୍ଯ୍ୟ କରିବା ଆବଶ୍ୟକ। ଆଇନଗତ ପ୍ରକ୍ରିୟାକୁ ସରଳ କରାଗଲେ ଅଧିକ ପରିବାର ଆଇନ ମାର୍ଗରେ ଶିଶୁ ଦତ୍ତକ ନେବେ ଏବଂ ଅନାଥ ଶିଶୁମାନେ ସୁରକ୍ଷିତ ପରିବେଶ ପାଇବେ। (752, 1211, 1130, 1475)
adoption-headline: ବେଆଇନ ପୋଷ୍ୟ ଗ୍ରହଣ (369, 1100, 1126, 1177)
sudoku-cell (1300, 1523, 1326, 1550)
registration-marks-7 (1440, 2314, 1454, 2328)
answer-cell (1410, 1708, 1420, 1718)
answer-cell (1446, 1816, 1456, 1826)
sudoku-cell: 1 (1300, 1444, 1326, 1471)
answer-cell (1446, 1840, 1456, 1850)
sudoku-cell: B (1247, 1523, 1274, 1550)
answer-cell (1326, 1708, 1336, 1718)
answer-cell (1302, 1756, 1312, 1766)
sudoku-cell: C (1352, 1418, 1379, 1444)
answer-cell (1362, 1684, 1372, 1694)
ei-bharatare-text: ଭିନ୍ନକ୍ଷମ ବ୍ୟକ୍ତିମାନେ ମଧ୍ୟ ଦେଶର ପ୍ରଗତିରେ ନିଜକୁ ସାମିଲ କରି ଅନ୍ୟମାନଙ୍କ ପାଇଁ ଉଦାହରଣ ସୃଷ୍ଟି କରୁଥିବା ବେଳେ ମଧ୍ୟପ୍ରଦେଶ ସମ୍ବଲପୁରରେ ଜଣେ ଦୃଷ୍ଟିହୀନ ବ୍ୟକ୍ତି ଦାଦାର ଗଠନ କରିଛନ୍ତି। ଭିନ୍ନକ୍ଷମ ବ୍ୟକ୍ତିଙ୍କ ପାଇଁ ଉପାଦାନ ସୃଷ୍ଟି କରି ଦେଶ ଓ ରାଜ୍ୟ ସରକାର ସଚେତନ। ଶିକ୍ଷା ଏବଂ ସ୍ୱାବଲମ୍ବନ ପାଇଁ ଅନେକ ଯୋଜନା କାର୍ଯ୍ୟକାରୀ କରାଯାଉଛି। ଏହି ବ୍ୟକ୍ତି ଜଣକ ନିଜର ଅକ୍ଷମତାକୁ ଅତିକ୍ରମ କରି ସମାଜରେ ଆତ୍ମନିର୍ଭରଶୀଳ ହେବାର ଉଦାହରଣ ଦେଖାଇଛନ୍ତି। ତାଙ୍କର ପ୍ରୟାସ ଅନ୍ୟମାନଙ୍କ ପାଇଁ ପ୍ରେରଣା ଭାବେ କାର୍ଯ୍ୟ କରୁଛି ଏବଂ ସ୍ଥାନୀୟ ଲୋକମାନେ ତାଙ୍କୁ ସମ୍ମାନ ଦେଉଛନ୍ତି। (10, 311, 356, 421)
answer-cell (1482, 1744, 1492, 1754)
letter-sign-2: ବିନୋଦ ବିହାରୀ ବେହେରା, ନୂଆଗାଁ, ନୂଆପଡ଼ା, କଟକ (1220, 435, 1414, 446)
sudoku-cell: D (1405, 1365, 1432, 1392)
top-quote-text: ଅତିମାନବ କିଏ ? ସେ ଏହି ଜଡ଼ଶକ୍ତି ଦିଇ ମାନବୀୟ ବ୍ୟକ୍ତିତ୍ୱକୁ ଉର୍ଦ୍ଧକୁ ଉଠିପାରେ। ଏବଂ ନିଜକୁ ବିଶ୍ୱମୟ କରି ଦେଇ ଏକ ବିଦ୍ୟା, ଦିବ୍ୟପ୍ରେମ, ଦିବ୍ୟ ଆନନ୍ଦ ଓ ଦିବ୍ୟଶକ୍ତିରେ ନିଜକୁ ବିକଶିତ କରି ଦେଇପାରେ। (376, 16, 1031, 44)
answer-cell (1350, 1780, 1360, 1790)
main-headline: ସମ୍ମାନର ଅସମ୍ମାନ (417, 100, 1078, 186)
answer-cell (1446, 1828, 1456, 1838)
pema-khandu-photo (650, 1822, 840, 1972)
sudoku-cell (1247, 1602, 1274, 1629)
sudoku-cell (1326, 1313, 1353, 1339)
chirantani-author: –କାଳିନ୍ଦୀ ଚରଣ ପାଣିଗ୍ରାହୀ (227, 132, 339, 145)
answer-cell (1362, 1696, 1372, 1706)
answer-cell (1362, 1720, 1372, 1730)
answer-cell (1422, 1684, 1432, 1694)
sudoku-cell (1300, 1365, 1326, 1392)
sudoku-cell: 9 (1195, 1444, 1221, 1471)
